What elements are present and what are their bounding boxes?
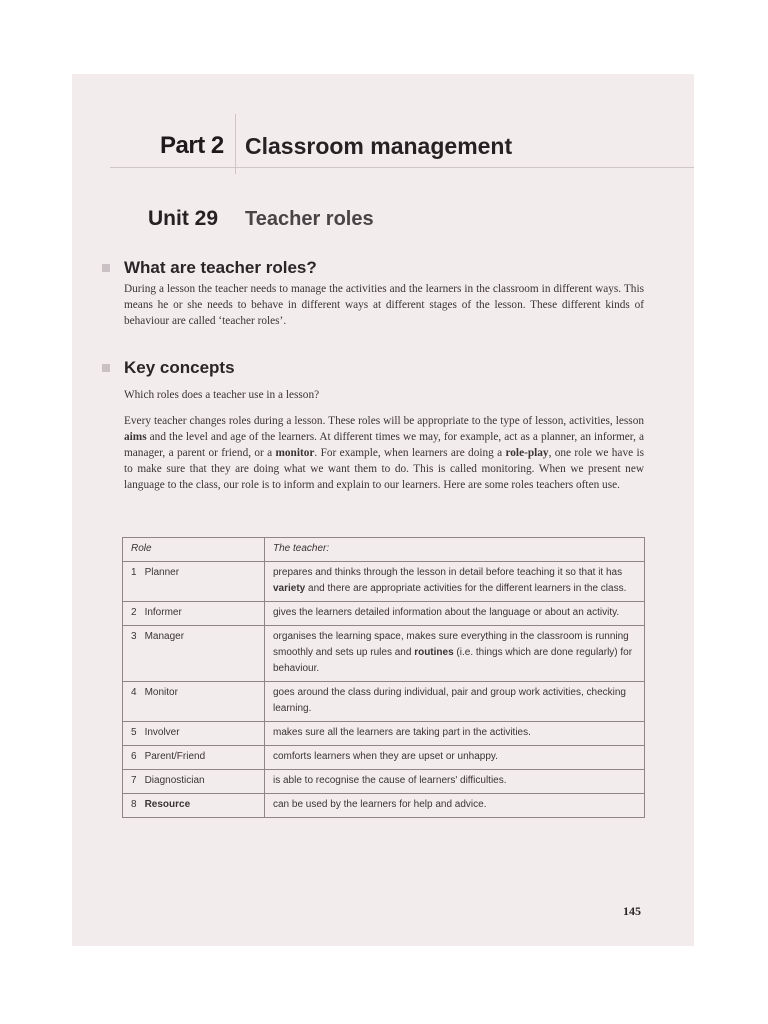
bold-term: aims (124, 431, 147, 443)
role-cell (123, 746, 265, 770)
table-row (123, 770, 645, 794)
section-bullet-icon (102, 364, 110, 372)
role-cell (123, 722, 265, 746)
role-name: Resource (144, 799, 191, 810)
role-cell (123, 602, 265, 626)
table-row (123, 562, 645, 602)
role-description: organises the learning space, makes sure everything in the classroom is running smoothly and sets up rules and routines (i.e. things which are done regularly) for behaviour. (265, 626, 645, 682)
role-name: Informer (144, 607, 182, 618)
book-page (72, 74, 694, 946)
role-description: makes sure all the learners are taking part in the activities. (265, 722, 645, 746)
role-number: 6 (131, 751, 137, 762)
role-name: Involver (144, 727, 180, 738)
section-heading-key-concepts: Key concepts (124, 358, 235, 377)
header-divider-vertical (235, 114, 236, 174)
header-rule (110, 167, 694, 168)
role-description: is able to recognise the cause of learners' difficulties. (265, 770, 645, 794)
page-number: 145 (623, 904, 641, 918)
table-row (123, 794, 645, 818)
table-header-row (123, 538, 645, 562)
section-bullet-icon (102, 264, 110, 272)
bold-term: role-play (505, 447, 549, 459)
unit-title: Teacher roles (245, 208, 374, 230)
bold-term: monitor (275, 447, 315, 459)
role-name: Diagnostician (144, 775, 205, 786)
role-cell (123, 794, 265, 818)
role-cell (123, 626, 265, 682)
bold-term: variety (273, 583, 306, 594)
role-cell (123, 562, 265, 602)
section-body-what: During a lesson the teacher needs to manage the activities and the learners in the classroom in different ways. This means he or she needs to behave in different ways at different stages of the lesson. These different kinds of behaviour are called ‘teacher roles’. (124, 283, 644, 327)
table-row (123, 722, 645, 746)
role-number: 3 (131, 631, 137, 642)
role-description: prepares and thinks through the lesson in detail before teaching it so that it has variety and there are appropriate activities for the different learners in the class. (265, 562, 645, 602)
table-header-teacher: The teacher: (265, 538, 645, 562)
role-name: Parent/Friend (144, 751, 206, 762)
role-number: 7 (131, 775, 137, 786)
role-description: goes around the class during individual, pair and group work activities, checking learning. (265, 682, 645, 722)
role-number: 2 (131, 607, 137, 618)
role-number: 4 (131, 687, 137, 698)
role-description: comforts learners when they are upset or unhappy. (265, 746, 645, 770)
role-number: 1 (131, 567, 137, 578)
key-concepts-question: Which roles does a teacher use in a lesson? (124, 389, 320, 401)
role-description: can be used by the learners for help and advice. (265, 794, 645, 818)
role-number: 5 (131, 727, 137, 738)
unit-label: Unit 29 (148, 207, 219, 230)
role-cell (123, 682, 265, 722)
table-row (123, 626, 645, 682)
bold-term: routines (414, 647, 454, 658)
table-row (123, 682, 645, 722)
part-title: Classroom management (245, 133, 513, 159)
key-concepts-body: Every teacher changes roles during a lesson. These roles will be appropriate to the type of lesson, activities, lesson aims and the level and age of the learners. At different times we may, for example, act as a planner, an informer, a manager, a parent or friend, or a monitor. For example, when learners are doing a role-play, one role we have is to make sure that they are doing what we want them to do. This is called monitoring. When we present new language to the class, our role is to inform and explain to our learners. Here are some roles teachers often use. (124, 415, 644, 491)
role-number: 8 (131, 799, 137, 810)
table-header-role: Role (123, 538, 265, 562)
role-cell (123, 770, 265, 794)
role-description: gives the learners detailed information about the language or about an activity. (265, 602, 645, 626)
role-name: Monitor (144, 687, 178, 698)
table-row (123, 746, 645, 770)
part-label: Part 2 (160, 132, 224, 159)
teacher-roles-table (122, 537, 645, 818)
section-heading-what: What are teacher roles? (124, 258, 317, 277)
table-row (123, 602, 645, 626)
role-name: Manager (144, 631, 185, 642)
role-name: Planner (144, 567, 180, 578)
